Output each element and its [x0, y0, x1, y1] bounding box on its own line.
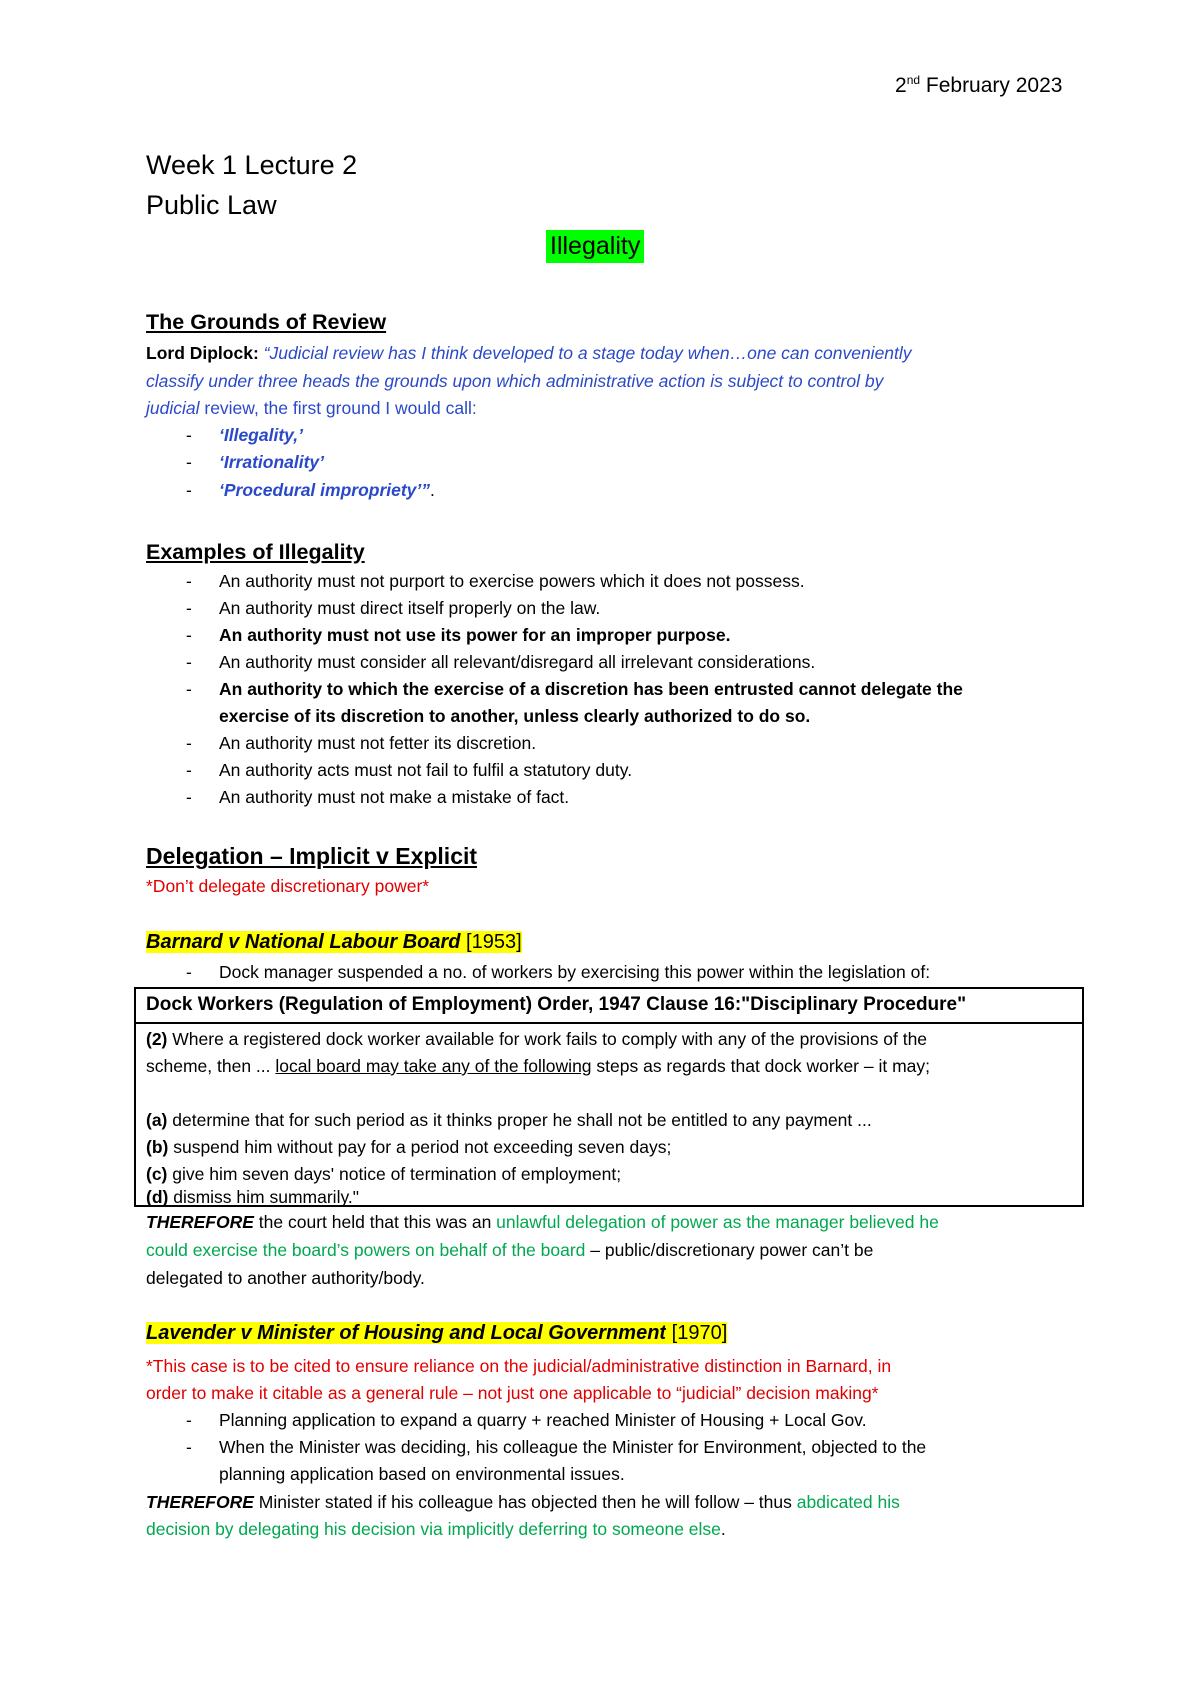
- barnard-conclusion-line-2: [146, 1240, 873, 1261]
- clause-label: (b): [146, 1137, 169, 1157]
- conclusion-highlight: decision by delegating his decision via implicitly deferring to someone else: [146, 1519, 721, 1539]
- delegation-heading: Delegation – Implicit v Explicit: [146, 843, 478, 869]
- bullet-dash: -: [186, 652, 192, 672]
- conclusion-highlight: abdicated his: [796, 1492, 900, 1512]
- case-year: [1970]: [666, 1322, 728, 1344]
- speaker-label: Lord Diplock:: [146, 343, 259, 363]
- bullet-dash: -: [186, 1410, 192, 1430]
- clause-text: steps as regards that dock worker – it may;: [591, 1056, 931, 1076]
- examples-heading: Examples of Illegality: [146, 540, 365, 564]
- bullet-dash: -: [186, 962, 192, 982]
- barnard-case-title: [146, 931, 522, 954]
- clause-text: suspend him without pay for a period not exceeding seven days;: [168, 1137, 672, 1157]
- course-title: Public Law: [146, 190, 277, 220]
- diplock-quote-line-1: [146, 343, 912, 364]
- bullet-dash: -: [186, 733, 192, 753]
- lavender-conclusion-line-2: [146, 1519, 726, 1540]
- conclusion-text: Minister stated if his colleague has objected then he will follow – thus: [253, 1492, 797, 1512]
- example-item: An authority must not fetter its discretion.: [219, 733, 537, 753]
- lecture-title: Week 1 Lecture 2: [146, 150, 358, 180]
- clause-label: (a): [146, 1110, 168, 1130]
- bullet-dash: -: [186, 679, 192, 699]
- delegation-note: *Don’t delegate discretionary power*: [146, 876, 430, 896]
- clause-text: determine that for such period as it thinks proper he shall not be entitled to any payment ...: [167, 1110, 872, 1130]
- ground-item-illegality: ‘Illegality,’: [219, 425, 303, 445]
- clause-line: [146, 1056, 930, 1077]
- clause-text: dismiss him summarily.": [168, 1187, 359, 1207]
- bullet-dash: -: [186, 760, 192, 780]
- ground-item-procedural: [219, 480, 435, 501]
- lavender-bullet: Planning application to expand a quarry + reached Minister of Housing + Local Gov.: [219, 1410, 867, 1430]
- diplock-quote-line-2: classify under three heads the grounds upon which administrative action is subject to control by: [146, 371, 884, 391]
- lavender-conclusion-line-1: [146, 1492, 900, 1513]
- clause-underlined: local board may take any of the following: [275, 1056, 592, 1076]
- example-item: An authority must consider all relevant/disregard all irrelevant considerations.: [219, 652, 816, 672]
- quote-text: judicial: [146, 398, 200, 418]
- clause-label: (d): [146, 1187, 169, 1207]
- conclusion-text: the court held that this was an: [253, 1212, 497, 1232]
- example-item: An authority to which the exercise of a discretion has been entrusted cannot delegate the: [219, 679, 963, 699]
- legislation-box: [134, 987, 1084, 1207]
- ground-item-period: .: [430, 480, 435, 500]
- document-date: [895, 74, 1062, 98]
- bullet-dash: -: [186, 598, 192, 618]
- legislation-box-header: [136, 989, 1082, 1024]
- clause-line: [146, 1110, 872, 1131]
- example-item: An authority must not use its power for an improper purpose.: [219, 625, 731, 645]
- example-item: An authority must not purport to exercise powers which it does not possess.: [219, 571, 805, 591]
- clause-text: give him seven days' notice of termination of employment;: [167, 1164, 622, 1184]
- lavender-note-line-2: order to make it citable as a general rule – not just one applicable to “judicial” decision making*: [146, 1383, 879, 1403]
- lavender-bullet-continued: planning application based on environmental issues.: [219, 1464, 625, 1484]
- lavender-case-title: [146, 1322, 727, 1345]
- conclusion-highlight: unlawful delegation of power as the manager believed he: [496, 1212, 939, 1232]
- diplock-quote-line-3: [146, 398, 477, 419]
- bullet-dash: -: [186, 625, 192, 645]
- case-year: [1953]: [460, 931, 522, 953]
- clause-label: (c): [146, 1164, 168, 1184]
- quote-text: “Judicial review has I think developed to a stage today when…one can conveniently: [258, 343, 912, 363]
- date-day: 2: [895, 74, 907, 97]
- ground-item-irrationality: ‘Irrationality’: [219, 452, 325, 472]
- barnard-bullet: Dock manager suspended a no. of workers by exercising this power within the legislation of:: [219, 962, 931, 982]
- clause-text: Where a registered dock worker available for work fails to comply with any of the provisions of the: [167, 1029, 928, 1049]
- bullet-dash: -: [186, 1437, 192, 1457]
- clause-line: [146, 1137, 671, 1158]
- example-item-continued: exercise of its discretion to another, unless clearly authorized to do so.: [219, 706, 811, 726]
- bullet-dash: -: [186, 571, 192, 591]
- clause-line: [146, 1029, 927, 1050]
- case-name: Barnard v National Labour Board: [146, 931, 461, 953]
- conclusion-text: – public/discretionary power can’t be: [585, 1240, 874, 1260]
- lavender-note-line-1: *This case is to be cited to ensure reliance on the judicial/administrative distinction in Barnard, in: [146, 1356, 892, 1376]
- example-item: An authority acts must not fail to fulfil a statutory duty.: [219, 760, 633, 780]
- clause-label: (2): [146, 1029, 168, 1049]
- barnard-conclusion-line-3: delegated to another authority/body.: [146, 1268, 425, 1288]
- conclusion-text: .: [720, 1519, 726, 1539]
- clause-line: [146, 1187, 359, 1208]
- ground-item-text: ‘Procedural impropriety’”: [219, 480, 431, 500]
- bullet-dash: -: [186, 452, 192, 472]
- date-rest: February 2023: [920, 74, 1063, 97]
- grounds-heading: The Grounds of Review: [146, 310, 387, 334]
- example-item: An authority must not make a mistake of fact.: [219, 787, 570, 807]
- bullet-dash: -: [186, 425, 192, 445]
- therefore-label: THEREFORE: [146, 1212, 254, 1232]
- legislation-title: Dock Workers (Regulation of Employment) Order, 1947 Clause 16:"Disciplinary Procedure": [146, 994, 967, 1015]
- therefore-label: THEREFORE: [146, 1492, 254, 1512]
- example-item: An authority must direct itself properly on the law.: [219, 598, 601, 618]
- conclusion-highlight: could exercise the board’s powers on behalf of the board: [146, 1240, 586, 1260]
- barnard-conclusion-line-1: [146, 1212, 939, 1233]
- quote-text: review, the first ground I would call:: [199, 398, 477, 418]
- topic-title: Illegality: [546, 230, 644, 263]
- lavender-bullet: When the Minister was deciding, his colleague the Minister for Environment, objected to the: [219, 1437, 927, 1457]
- clause-line: [146, 1164, 621, 1185]
- case-name: Lavender v Minister of Housing and Local Government: [146, 1322, 667, 1344]
- bullet-dash: -: [186, 480, 192, 500]
- clause-text: scheme, then ...: [146, 1056, 276, 1076]
- date-suffix: nd: [906, 73, 921, 87]
- bullet-dash: -: [186, 787, 192, 807]
